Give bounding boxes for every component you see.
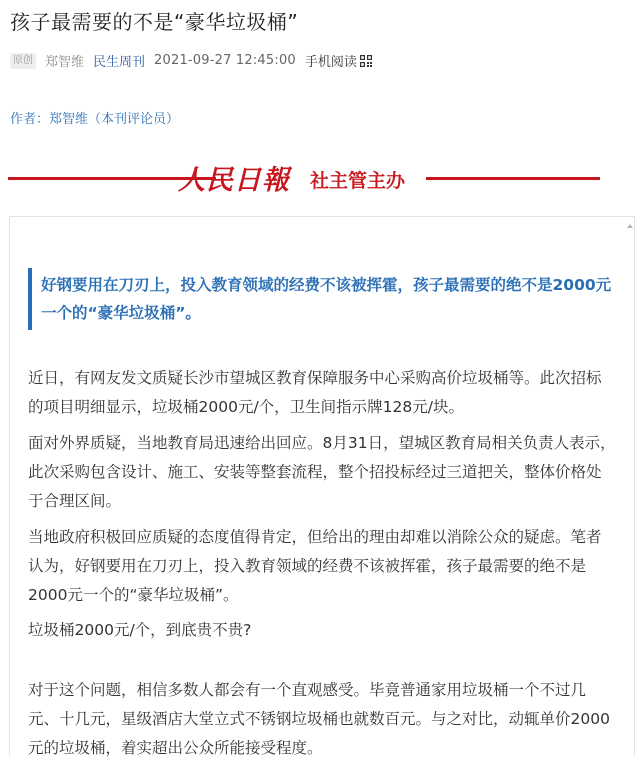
article-title: 孩子最需要的不是“豪华垃圾桶” bbox=[10, 10, 299, 34]
article-byline: 作者：郑智维（本刊评论员） bbox=[10, 112, 180, 127]
lead-quote: 好钢要用在刀刃上，投入教育领域的经费不该被挥霍，孩子最需要的绝不是2000元一个的“豪华垃圾桶”。 bbox=[28, 268, 618, 330]
mobile-read-button[interactable] bbox=[305, 51, 372, 70]
author-name[interactable]: 郑智维 bbox=[45, 55, 85, 70]
source-link[interactable]: 民生周刊 bbox=[93, 55, 146, 70]
body-paragraph: 面对外界质疑，当地教育局迅速给出回应。8月31日，望城区教育局相关负责人表示，此次采购包含设计、施工、安装等整套流程，整个招投标经过三道把关，整体价格处于合理区间。 bbox=[28, 434, 616, 510]
mobile-read-label: 手机阅读 bbox=[304, 55, 357, 70]
original-badge: 原创 bbox=[10, 53, 36, 69]
qr-code-icon bbox=[360, 55, 372, 67]
peoples-daily-logo: 人民日報 bbox=[178, 165, 290, 196]
body-paragraph: 近日，有网友发文质疑长沙市望城区教育保障服务中心采购高价垃圾桶等。此次招标的项目明细显示，垃圾桶2000元/个，卫生间指示牌128元/块。 bbox=[28, 369, 602, 416]
masthead-banner bbox=[0, 150, 640, 210]
masthead-rule-right bbox=[426, 177, 600, 180]
scroll-up-arrow-icon[interactable] bbox=[627, 224, 633, 228]
body-paragraph: 垃圾桶2000元/个，到底贵不贵? bbox=[28, 621, 252, 639]
publish-datetime: 2021-09-27 12:45:00 bbox=[154, 53, 296, 68]
article-meta bbox=[10, 51, 372, 70]
masthead-subtitle: 社主管主办 bbox=[310, 170, 406, 192]
body-paragraph: 对于这个问题，相信多数人都会有一个直观感受。毕竟普通家用垃圾桶一个不过几元、十几元，星级酒店大堂立式不锈钢垃圾桶也就数百元。与之对比，动辄单价2000元的垃圾桶，着实超出公众所能接受程度。 bbox=[28, 681, 610, 757]
body-paragraph: 当地政府积极回应质疑的态度值得肯定，但给出的理由却难以消除公众的疑虑。笔者认为，好钢要用在刀刃上，投入教育领域的经费不该被挥霍，孩子最需要的绝不是2000元一个的“豪华垃圾桶”。 bbox=[28, 528, 602, 604]
